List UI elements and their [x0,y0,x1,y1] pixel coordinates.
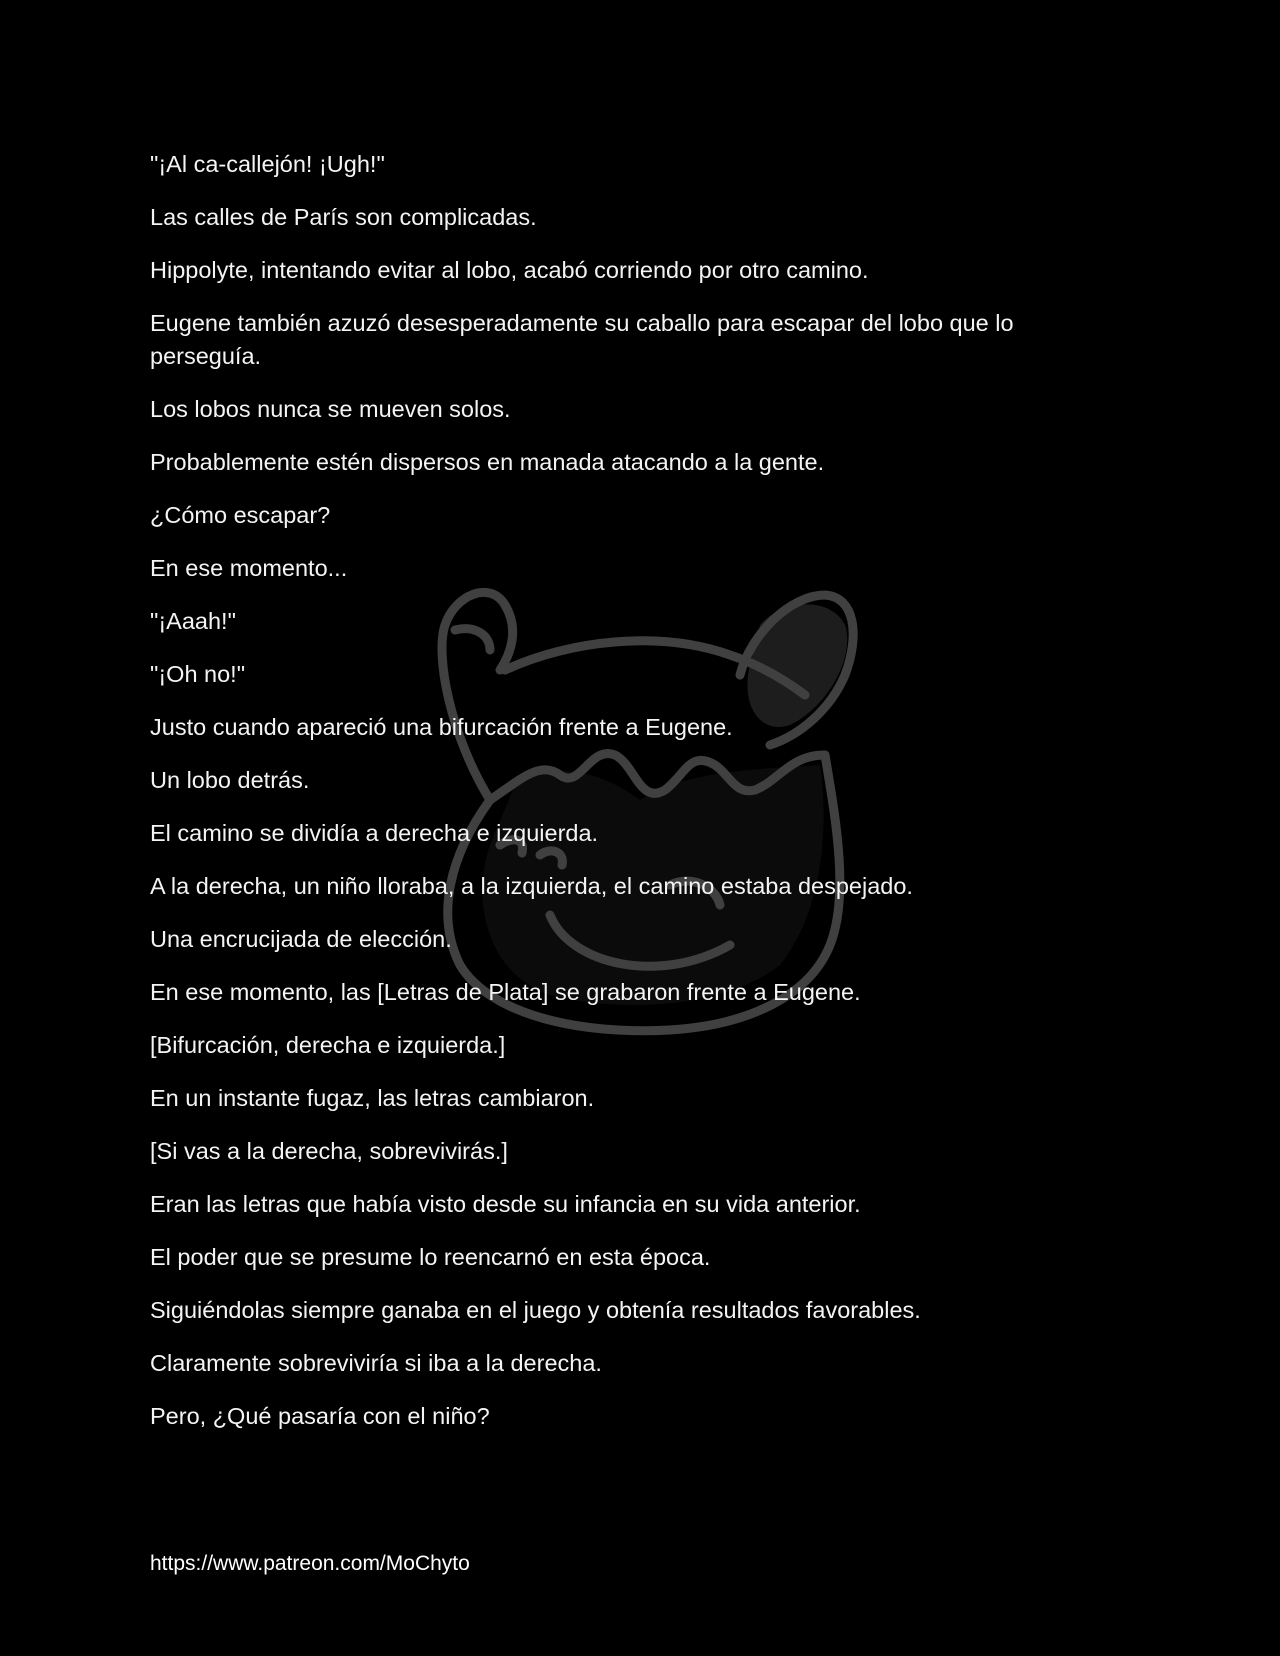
paragraph: ¿Cómo escapar? [150,502,331,528]
paragraph: Claramente sobreviviría si iba a la derecha. [150,1350,602,1376]
paragraph: En un instante fugaz, las letras cambiaron. [150,1085,595,1111]
paragraph: "¡Al ca-callejón! ¡Ugh!" [150,151,385,177]
paragraph: Pero, ¿Qué pasaría con el niño? [150,1403,490,1429]
paragraph: "¡Oh no!" [150,661,246,687]
paragraph: Las calles de París son complicadas. [150,204,537,230]
paragraph: A la derecha, un niño lloraba, a la izquierda, el camino estaba despejado. [150,873,913,899]
paragraph: [Bifurcación, derecha e izquierda.] [150,1032,506,1058]
patreon-link[interactable]: https://www.patreon.com/MoChyto [150,1552,470,1575]
paragraph: Siguiéndolas siempre ganaba en el juego y obtenía resultados favorables. [150,1297,921,1323]
paragraph: El camino se dividía a derecha e izquierda. [150,820,599,846]
paragraph: Probablemente estén dispersos en manada atacando a la gente. [150,449,825,475]
paragraph: En ese momento, las [Letras de Plata] se grabaron frente a Eugene. [150,979,861,1005]
paragraph: En ese momento... [150,555,348,581]
paragraph: Eugene también azuzó desesperadamente su caballo para escapar del lobo que lo perseguía. [150,310,1014,369]
story-text [150,148,1110,1453]
paragraph: El poder que se presume lo reencarnó en esta época. [150,1244,711,1270]
paragraph: Eran las letras que había visto desde su infancia en su vida anterior. [150,1191,861,1217]
paragraph: Una encrucijada de elección. [150,926,452,952]
paragraph: "¡Aaah!" [150,608,236,634]
paragraph: Un lobo detrás. [150,767,310,793]
paragraph: Justo cuando apareció una bifurcación frente a Eugene. [150,714,733,740]
paragraph: Hippolyte, intentando evitar al lobo, acabó corriendo por otro camino. [150,257,869,283]
paragraph: Los lobos nunca se mueven solos. [150,396,511,422]
paragraph: [Si vas a la derecha, sobrevivirás.] [150,1138,508,1164]
